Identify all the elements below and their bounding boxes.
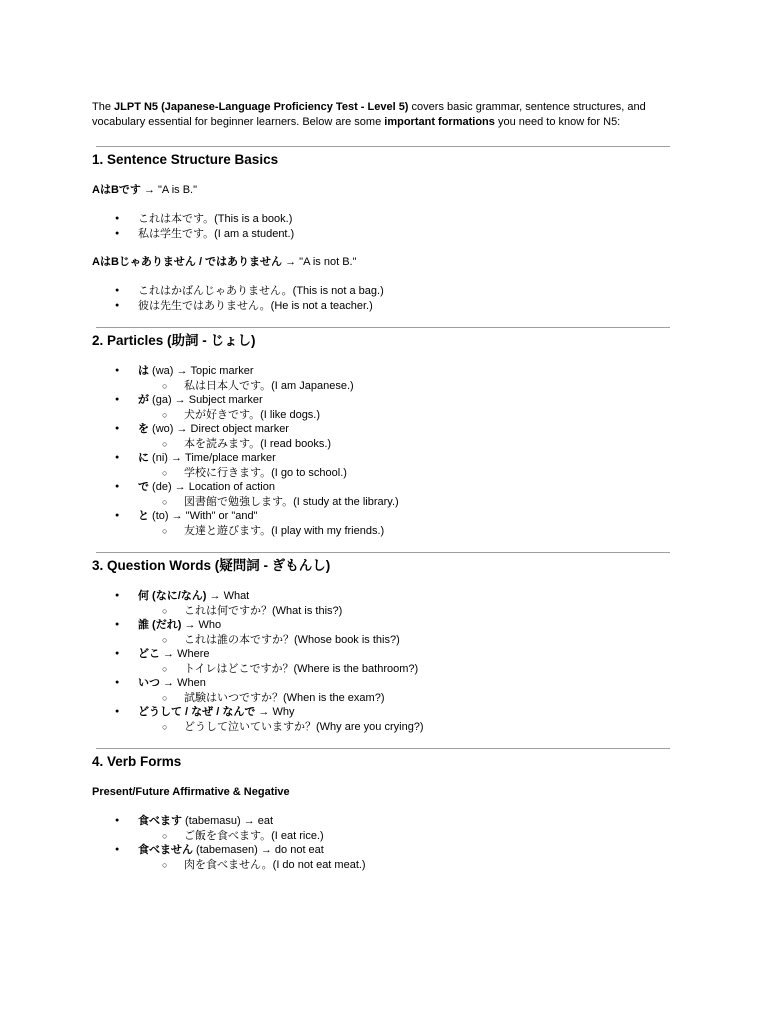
item-term: で	[138, 481, 149, 493]
list-item	[92, 618, 672, 647]
section-title-sentence-structure: 1. Sentence Structure Basics	[92, 152, 279, 167]
formula-a-is-b	[92, 183, 672, 198]
verb-forms-list	[92, 814, 672, 872]
example-item: ○ 図書館で勉強します。(I study at the library.)	[92, 495, 672, 510]
intro-bold-jlpt: JLPT N5	[114, 101, 159, 113]
section-title-question-words: 3. Question Words (疑問詞 - ぎもんし)	[92, 558, 331, 573]
list-item: ● 彼は先生ではありません。(He is not a teacher.)	[92, 299, 672, 314]
intro-text-1: The	[92, 101, 115, 113]
item-desc: (ni) → Time/place marker	[149, 452, 276, 464]
item-term: 誰 (だれ)	[138, 619, 182, 631]
item-term: どこ	[138, 648, 160, 660]
example-item: ○ これは誰の本ですか？(Whose book is this?)	[92, 633, 672, 648]
list-item	[92, 509, 672, 538]
list-item	[92, 814, 672, 843]
formula-a-is-not-b-bold: AはBじゃありません / ではありません	[92, 256, 283, 268]
example-item: ○ これは何ですか？(What is this?)	[92, 604, 672, 619]
item-desc: → When	[160, 677, 206, 689]
list-item	[92, 451, 672, 480]
verb-forms-subheading: Present/Future Affirmative & Negative	[92, 786, 290, 798]
list-item	[92, 480, 672, 509]
section-divider	[96, 552, 670, 553]
list-item	[92, 393, 672, 422]
particles-list	[92, 364, 672, 538]
intro-text-4: you need to know for N5:	[494, 116, 621, 128]
example-item: ○ 試験はいつですか？(When is the exam?)	[92, 691, 672, 706]
item-desc: → Where	[160, 648, 210, 660]
formula-a-is-b-bold: AはBです	[92, 184, 141, 196]
item-desc: → Who	[181, 619, 222, 631]
item-term: を	[138, 423, 149, 435]
formula-a-is-b-examples	[92, 212, 672, 241]
example-item: ○ 私は日本人です。(I am Japanese.)	[92, 379, 672, 394]
section-title-particles: 2. Particles (助詞 - じょし)	[92, 333, 256, 348]
list-item	[92, 843, 672, 872]
intro-text-3: covers basic grammar, sentence structures, and vocabulary essential for beginner learners. Below are some	[92, 101, 646, 128]
list-item	[92, 676, 672, 705]
list-item: ● これは本です。(This is a book.)	[92, 212, 672, 227]
item-desc: → What	[206, 590, 250, 602]
section-divider	[96, 327, 670, 328]
item-desc: (de) → Location of action	[149, 481, 275, 493]
item-term: と	[138, 510, 149, 522]
example-item: ○ 肉を食べません。(I do not eat meat.)	[92, 858, 672, 873]
list-item	[92, 364, 672, 393]
list-item	[92, 705, 672, 734]
item-term: が	[138, 394, 149, 406]
section-title-verb-forms: 4. Verb Forms	[92, 754, 182, 769]
item-term: に	[138, 452, 149, 464]
item-term: 何 (なに/なん)	[138, 590, 207, 602]
item-term: 食べません	[138, 844, 193, 856]
item-term: 食べます	[138, 815, 182, 827]
example-item: ○ 本を読みます。(I read books.)	[92, 437, 672, 452]
formula-a-is-b-meaning: → "A is B."	[140, 184, 197, 196]
question-words-list	[92, 589, 672, 734]
section-divider	[96, 146, 670, 147]
list-item: ● これはかばんじゃありません。(This is not a bag.)	[92, 284, 672, 299]
example-item: ○ トイレはどこですか？(Where is the bathroom?)	[92, 662, 672, 677]
intro-bold-formations: important formations	[384, 116, 495, 128]
list-item	[92, 422, 672, 451]
formula-a-is-not-b	[92, 255, 672, 270]
list-item	[92, 647, 672, 676]
section-divider	[96, 748, 670, 749]
item-desc: → Why	[255, 706, 295, 718]
example-item: ○ 友達と遊びます。(I play with my friends.)	[92, 524, 672, 539]
example-item: ○ ご飯を食べます。(I eat rice.)	[92, 829, 672, 844]
formula-a-is-not-b-meaning: → "A is not B."	[282, 256, 357, 268]
intro-paragraph	[92, 100, 682, 130]
formula-a-is-not-b-examples	[92, 284, 672, 313]
example-item: ○ 学校に行きます。(I go to school.)	[92, 466, 672, 481]
list-item	[92, 589, 672, 618]
item-desc: (tabemasu) → eat	[182, 815, 274, 827]
item-term: いつ	[138, 677, 160, 689]
intro-bold-fullname: (Japanese-Language Proficiency Test - Level 5)	[161, 101, 409, 113]
item-desc: (to) → "With" or "and"	[149, 510, 258, 522]
item-desc: (ga) → Subject marker	[149, 394, 263, 406]
example-item: ○ どうして泣いていますか？(Why are you crying?)	[92, 720, 672, 735]
item-desc: (tabemasen) → do not eat	[193, 844, 324, 856]
list-item: ● 私は学生です。(I am a student.)	[92, 227, 672, 242]
item-term: どうして / なぜ / なんで	[138, 706, 256, 718]
item-desc: (wa) → Topic marker	[149, 365, 254, 377]
item-term: は	[138, 365, 149, 377]
example-item: ○ 犬が好きです。(I like dogs.)	[92, 408, 672, 423]
item-desc: (wo) → Direct object marker	[149, 423, 289, 435]
